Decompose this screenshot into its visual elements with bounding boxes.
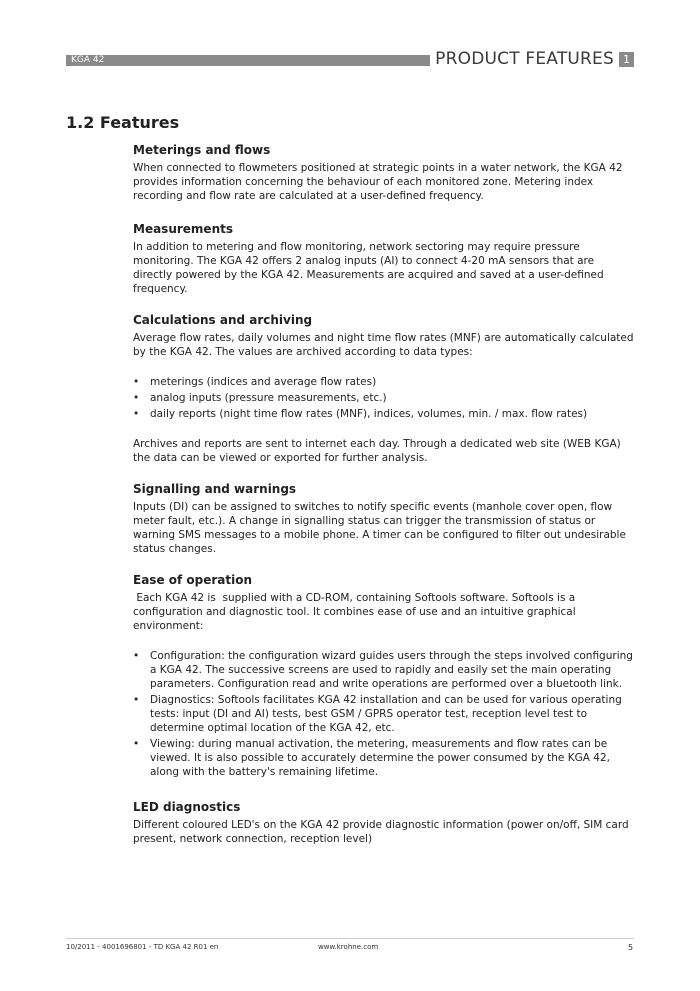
softools-features-list: [133, 649, 636, 779]
led-text: Different coloured LED's on the KGA 42 provide diagnostic information (power on/off, SIM card present, network connection, reception level): [133, 819, 629, 845]
measurements-heading: Measurements: [133, 222, 233, 236]
footer-divider: [66, 938, 634, 939]
meterings-text: When connected to flowmeters positioned at strategic points in a water network, the KGA 42 provides information concerning the behaviour of each monitored zone. Metering index recording and flow rate are calculated at a user-defined frequency.: [133, 162, 623, 202]
footer-document-reference: 10/2011 - 4001696801 - TD KGA 42 R01 en: [66, 943, 219, 951]
header-bar: [66, 55, 430, 66]
bullet-icon: •: [133, 408, 140, 420]
calculations-section: [133, 312, 636, 465]
ease-intro: Each KGA 42 is supplied with a CD-ROM, containing Softools software. Softools is a configuration and diagnostic tool. It combines ease of use and an intuitive graphical environment:: [133, 592, 579, 632]
list-item: • analog inputs (pressure measurements, etc.): [133, 392, 387, 404]
ease-section: [133, 572, 636, 779]
list-item: • daily reports (night time flow rates (MNF), indices, volumes, min. / max. flow rates): [133, 408, 588, 420]
page-header: [66, 49, 634, 69]
measurements-section: [133, 221, 636, 296]
header-title: PRODUCT FEATURES: [435, 49, 614, 69]
meterings-section: [133, 142, 636, 203]
chapter-number: 1: [619, 52, 634, 67]
bullet-icon: •: [133, 738, 140, 750]
ease-heading: Ease of operation: [133, 573, 253, 587]
bullet-icon: •: [133, 392, 140, 404]
signalling-text: Inputs (DI) can be assigned to switches to notify specific events (manhole cover open, flow meter fault, etc.). A change in signalling status can trigger the transmission of status or warning SMS messages to a mobile phone. A timer can be configured to filter out undesirable status changes.: [133, 501, 626, 555]
header-product-name: KGA 42: [71, 55, 105, 65]
led-heading: LED diagnostics: [133, 800, 241, 814]
list-item: • Diagnostics: Softools facilitates KGA 42 installation and can be used for various operating tests: input (DI and AI) tests, best GSM / GPRS operator test, reception level test to determine optimal location of the KGA 42, etc.: [133, 694, 622, 734]
led-section: [133, 799, 636, 846]
section-title: 1.2 Features: [66, 113, 180, 132]
list-item: • Configuration: the configuration wizard guides users through the steps involved configuring a KGA 42. The successive screens are used to rapidly and easily set the main operating parameters. Configuration read and write operations are performed over a bluetooth link.: [133, 650, 633, 690]
bullet-icon: •: [133, 650, 140, 662]
list-item: • Viewing: during manual activation, the metering, measurements and flow rates can be viewed. It is also possible to accurately determine the power consumed by the KGA 42, along with the battery's remaining lifetime.: [133, 738, 610, 778]
calculations-intro: Average flow rates, daily volumes and night time flow rates (MNF) are automatically calculated by the KGA 42. The values are archived according to data types:: [133, 332, 634, 358]
page-number: 5: [628, 943, 634, 952]
signalling-heading: Signalling and warnings: [133, 482, 297, 496]
calculations-heading: Calculations and archiving: [133, 313, 313, 327]
measurements-text: In addition to metering and flow monitoring, network sectoring may require pressure monitoring. The KGA 42 offers 2 analog inputs (AI) to connect 4-20 mA sensors that are directly powered by the KGA 42. Measurements are acquired and saved at a user-defined frequency.: [133, 241, 604, 295]
bullet-icon: •: [133, 694, 140, 706]
data-types-list: [133, 375, 636, 421]
bullet-icon: •: [133, 376, 140, 388]
meterings-heading: Meterings and flows: [133, 143, 271, 157]
calculations-outro: Archives and reports are sent to internet each day. Through a dedicated web site (WEB KGA) the data can be viewed or exported for further analysis.: [133, 438, 621, 464]
list-item: • meterings (indices and average flow rates): [133, 376, 377, 388]
footer-website: www.krohne.com: [318, 943, 379, 951]
features-content: [133, 142, 636, 846]
signalling-section: [133, 481, 636, 556]
